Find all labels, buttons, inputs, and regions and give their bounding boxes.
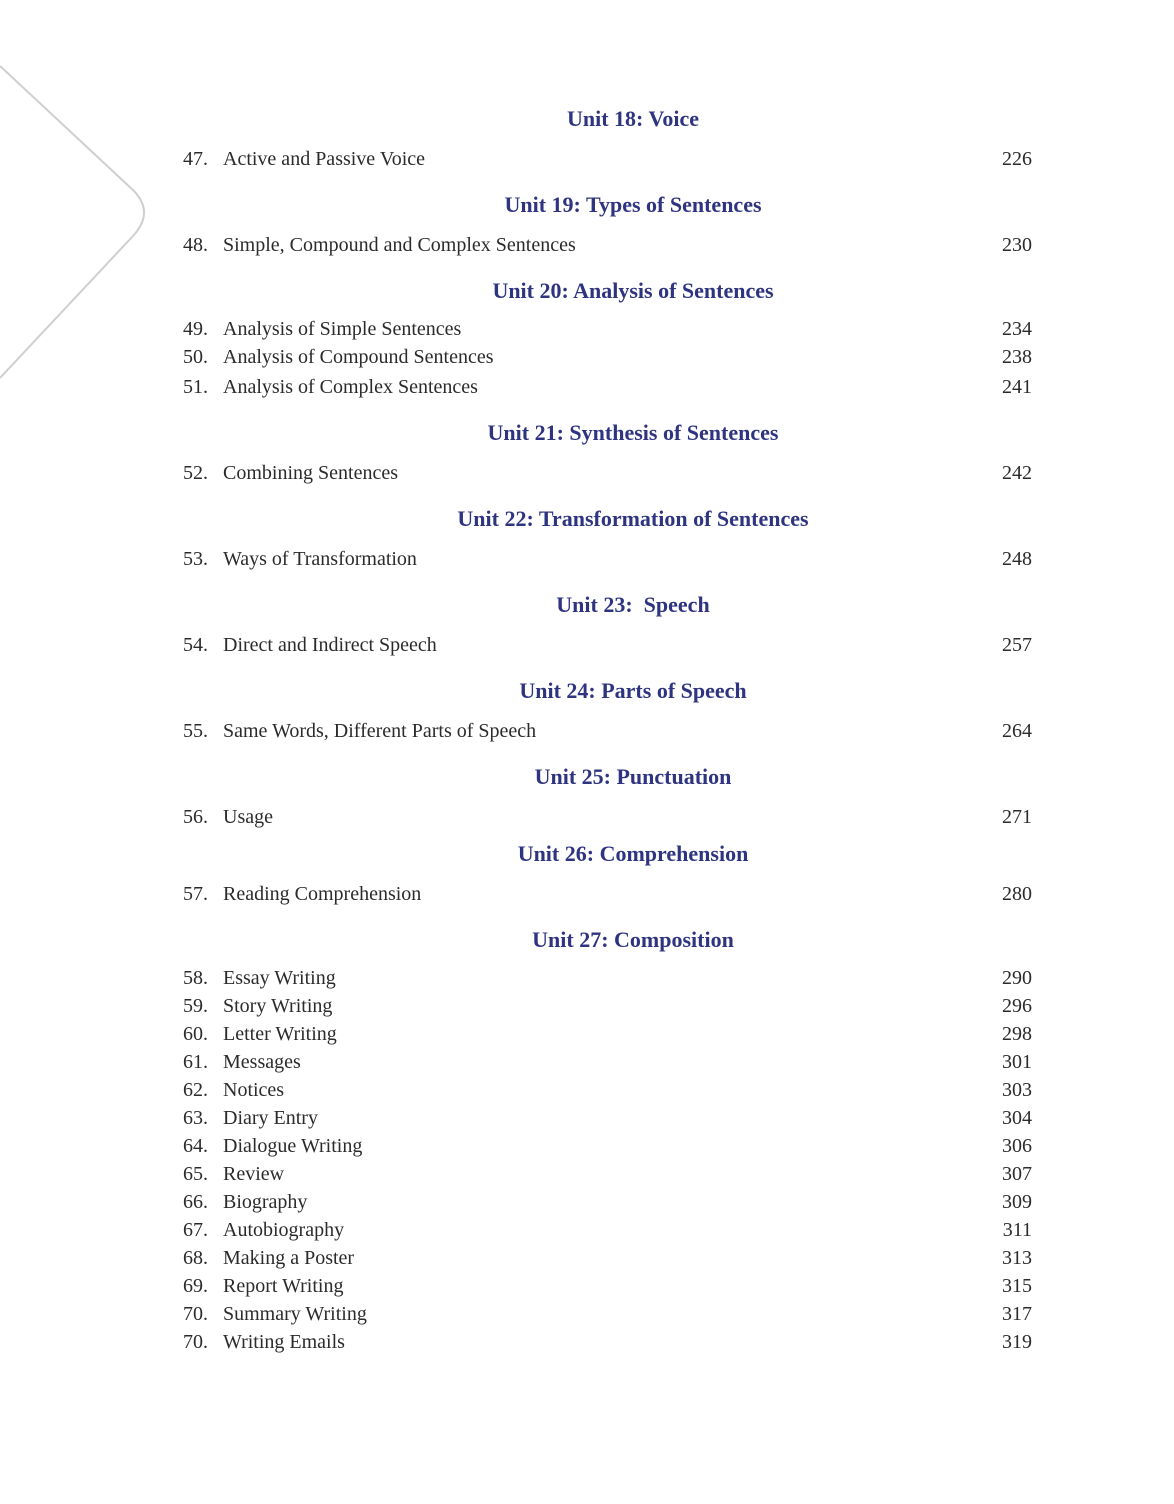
toc-entry: [178, 803, 1032, 831]
entry-number: 60.: [183, 1023, 208, 1045]
entry-number: 62.: [183, 1079, 208, 1101]
entry-title: Essay Writing: [223, 967, 336, 989]
entry-title: Story Writing: [223, 995, 333, 1017]
entry-title: Usage: [223, 806, 273, 828]
entry-number: 47.: [183, 148, 208, 170]
toc-entry: [178, 459, 1032, 487]
entry-page-number: 264: [1002, 720, 1032, 742]
toc-entry: [178, 1300, 1032, 1328]
entry-title: Direct and Indirect Speech: [223, 634, 437, 656]
entry-number: 64.: [183, 1135, 208, 1157]
unit-heading: Unit 25: Punctuation: [534, 764, 732, 789]
entry-page-number: 280: [1002, 883, 1032, 905]
entry-page-number: 271: [1002, 806, 1032, 828]
entry-page-number: 317: [1002, 1303, 1032, 1325]
entry-number: 65.: [183, 1163, 208, 1185]
entry-title: Dialogue Writing: [223, 1135, 363, 1157]
entry-title: Analysis of Compound Sentences: [223, 346, 494, 368]
entry-page-number: 290: [1002, 967, 1032, 989]
entry-title: Review: [223, 1163, 285, 1185]
entry-number: 52.: [183, 462, 208, 484]
entry-number: 51.: [183, 376, 208, 398]
unit-heading: Unit 26: Comprehension: [517, 841, 749, 866]
entry-page-number: 248: [1002, 548, 1032, 570]
toc-entry: [178, 545, 1032, 573]
entry-title: Analysis of Simple Sentences: [223, 318, 462, 340]
entry-page-number: 311: [1002, 1219, 1032, 1241]
entry-title: Simple, Compound and Complex Sentences: [223, 234, 576, 256]
entry-number: 59.: [183, 995, 208, 1017]
entry-number: 69.: [183, 1275, 208, 1297]
entry-page-number: 226: [1002, 148, 1032, 170]
unit-heading: Unit 21: Synthesis of Sentences: [487, 420, 779, 445]
toc-entry: [178, 231, 1032, 259]
entry-page-number: 257: [1002, 634, 1032, 656]
entry-page-number: 309: [1002, 1191, 1032, 1213]
toc-entry: [178, 315, 1032, 343]
entry-title: Combining Sentences: [223, 462, 398, 484]
entry-title: Writing Emails: [223, 1331, 345, 1353]
entry-title: Making a Poster: [223, 1247, 355, 1269]
entry-page-number: 241: [1002, 376, 1032, 398]
entry-title: Messages: [223, 1051, 301, 1073]
entry-title: Report Writing: [223, 1275, 344, 1297]
entry-title: Notices: [223, 1079, 285, 1101]
toc-entry: [178, 373, 1032, 401]
entry-title: Letter Writing: [223, 1023, 337, 1045]
entry-number: 49.: [183, 318, 208, 340]
toc-entry: [178, 964, 1032, 992]
unit-heading: Unit 19: Types of Sentences: [504, 192, 762, 217]
entry-title: Reading Comprehension: [223, 883, 422, 905]
entry-title: Summary Writing: [223, 1303, 367, 1325]
entry-page-number: 296: [1002, 995, 1032, 1017]
entry-number: 48.: [183, 234, 208, 256]
entry-number: 70.: [183, 1303, 208, 1325]
toc-entry: [178, 1048, 1032, 1076]
unit-heading: Unit 22: Transformation of Sentences: [457, 506, 809, 531]
entry-page-number: 319: [1002, 1331, 1032, 1353]
entry-title: Autobiography: [223, 1219, 345, 1241]
unit-heading: Unit 27: Composition: [532, 927, 734, 952]
entry-page-number: 238: [1002, 346, 1032, 368]
toc-entry: [178, 1244, 1032, 1272]
entry-number: 66.: [183, 1191, 208, 1213]
entry-number: 70.: [183, 1331, 208, 1353]
entry-page-number: 234: [1002, 318, 1032, 340]
toc-entry: [178, 145, 1032, 173]
toc-entry: [178, 717, 1032, 745]
toc-entry: [178, 1160, 1032, 1188]
entry-page-number: 303: [1002, 1079, 1032, 1101]
toc-entry: [178, 1188, 1032, 1216]
entry-title: Ways of Transformation: [223, 548, 417, 570]
entry-page-number: 315: [1002, 1275, 1032, 1297]
entry-title: Active and Passive Voice: [223, 148, 426, 170]
toc-entry: [178, 1076, 1032, 1104]
entry-title: Biography: [223, 1191, 308, 1213]
unit-heading: Unit 20: Analysis of Sentences: [492, 278, 774, 303]
toc-entry: [178, 631, 1032, 659]
entry-page-number: 313: [1002, 1247, 1032, 1269]
toc-entry: [178, 1216, 1032, 1244]
unit-heading: Unit 23: Speech: [556, 592, 710, 617]
entry-number: 56.: [183, 806, 208, 828]
toc-entry: [178, 1272, 1032, 1300]
entry-page-number: 230: [1002, 234, 1032, 256]
entry-page-number: 298: [1002, 1023, 1032, 1045]
entry-page-number: 304: [1002, 1107, 1032, 1129]
unit-heading: Unit 18: Voice: [567, 106, 699, 131]
entry-title: Diary Entry: [223, 1107, 318, 1129]
entry-title: Analysis of Complex Sentences: [223, 376, 478, 398]
entry-number: 63.: [183, 1107, 208, 1129]
entry-page-number: 306: [1002, 1135, 1032, 1157]
entry-number: 54.: [183, 634, 208, 656]
toc-entry: [178, 1328, 1032, 1356]
unit-heading: Unit 24: Parts of Speech: [519, 678, 747, 703]
entry-number: 68.: [183, 1247, 208, 1269]
toc-entry: [178, 1104, 1032, 1132]
toc-entry: [178, 1020, 1032, 1048]
entry-page-number: 307: [1002, 1163, 1032, 1185]
toc-entry: [178, 992, 1032, 1020]
entry-number: 57.: [183, 883, 208, 905]
entry-number: 55.: [183, 720, 208, 742]
toc-entry: [178, 880, 1032, 908]
entry-title: Same Words, Different Parts of Speech: [223, 720, 537, 742]
entry-number: 61.: [183, 1051, 208, 1073]
entry-number: 50.: [183, 346, 208, 368]
entry-page-number: 301: [1002, 1051, 1032, 1073]
entry-number: 67.: [183, 1219, 208, 1241]
toc-entry: [178, 343, 1032, 371]
entry-number: 53.: [183, 548, 208, 570]
entry-page-number: 242: [1002, 462, 1032, 484]
entry-number: 58.: [183, 967, 208, 989]
toc-entry: [178, 1132, 1032, 1160]
